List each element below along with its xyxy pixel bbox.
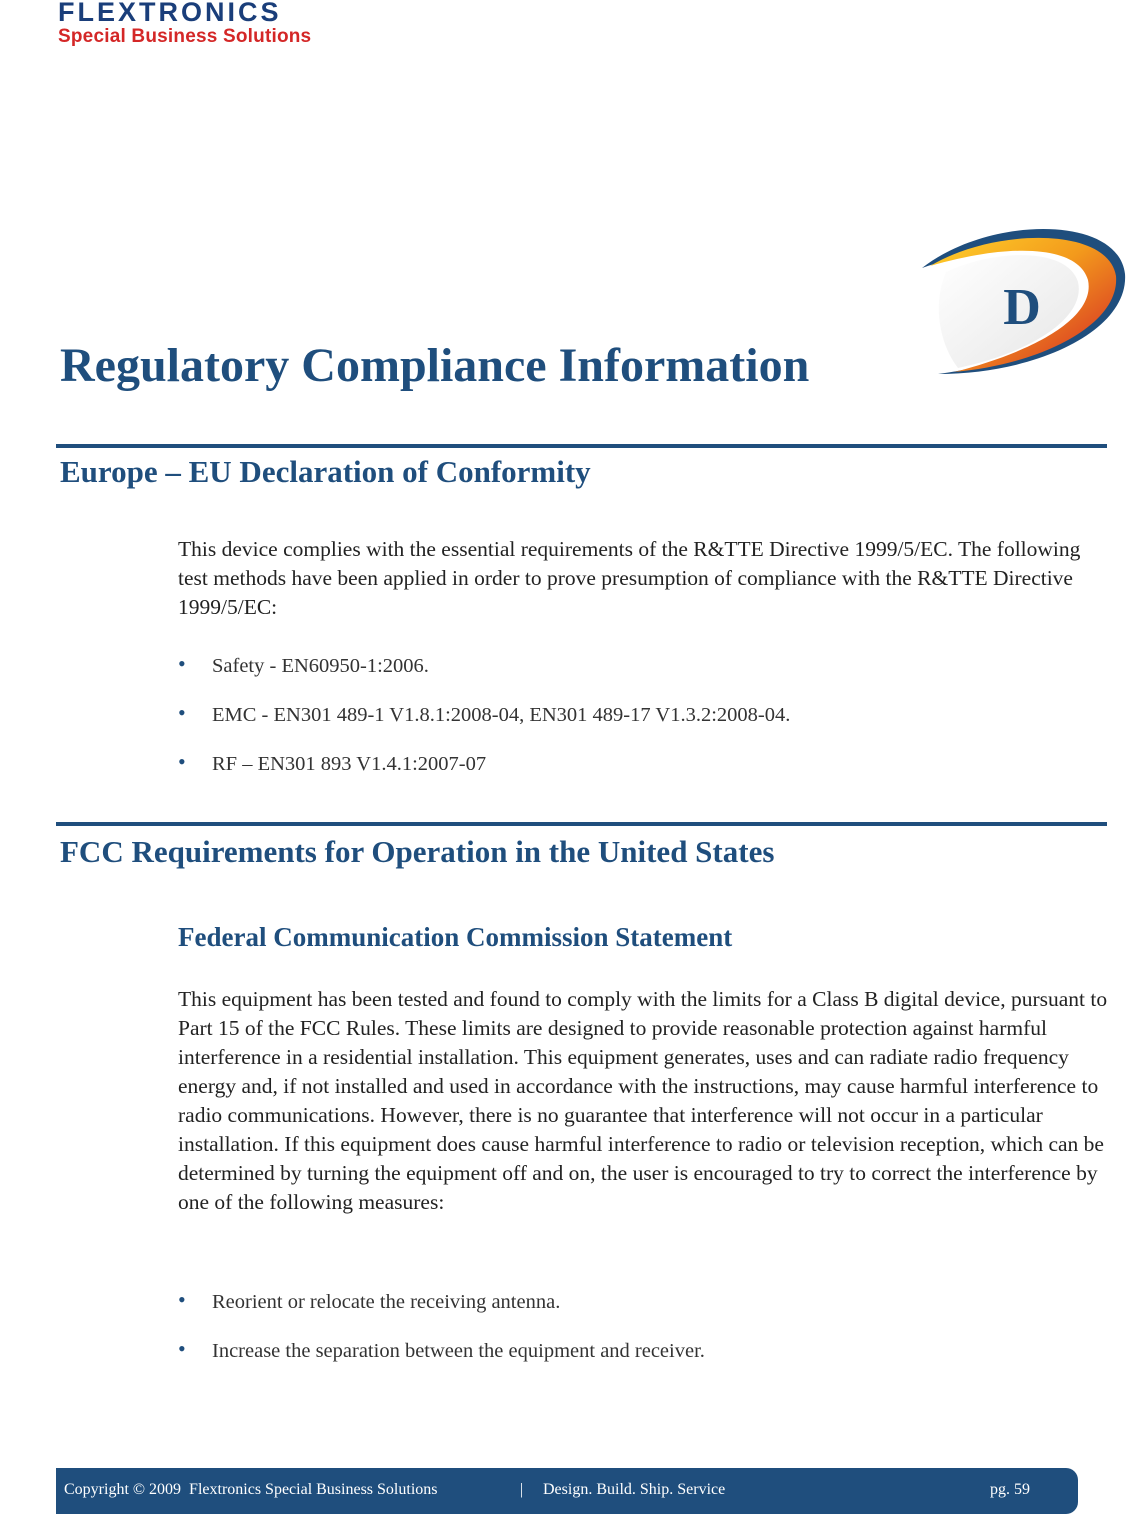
europe-heading: Europe – EU Declaration of Conformity: [60, 454, 591, 489]
bullet-icon: •: [178, 1287, 186, 1312]
list-item: • Increase the separation between the equipment and receiver.: [178, 1336, 705, 1362]
logo-subtitle: Special Business Solutions: [58, 26, 312, 47]
appendix-badge: [918, 222, 1127, 378]
section-rule: [56, 444, 1107, 448]
europe-standards-list: [178, 653, 790, 777]
list-item: • Reorient or relocate the receiving antenna.: [178, 1287, 561, 1313]
list-item: • EMC - EN301 489-1 V1.8.1:2008-04, EN301 489-17 V1.3.2:2008-04.: [178, 700, 791, 726]
footer-separator: |: [520, 1481, 524, 1498]
europe-intro: This device complies with the essential requirements of the R&TTE Directive 1999/5/EC. The following test methods have been applied in order to prove presumption of compliance with the R&TTE Directive 1999/5/EC:: [178, 537, 1081, 619]
bullet-icon: •: [178, 749, 186, 774]
footer-copyright: Copyright © 2009 Flextronics Special Business Solutions: [64, 1481, 438, 1498]
page-footer: [56, 1468, 1078, 1514]
badge-letter: D: [1003, 279, 1041, 336]
logo-wordmark: FLEXTRONICS: [58, 0, 282, 27]
list-item: • Safety - EN60950-1:2006.: [178, 651, 429, 677]
bullet-icon: •: [178, 700, 186, 725]
fcc-measures-list: [178, 1289, 705, 1364]
fcc-heading: FCC Requirements for Operation in the United States: [60, 834, 775, 869]
page-number: pg. 59: [990, 1481, 1030, 1498]
footer-tagline: Design. Build. Ship. Service: [543, 1481, 726, 1498]
bullet-icon: •: [178, 1336, 186, 1361]
page-title: Regulatory Compliance Information: [60, 339, 810, 392]
fcc-subheading: Federal Communication Commission Statement: [178, 922, 733, 952]
section-rule: [56, 822, 1107, 826]
bullet-icon: •: [178, 651, 186, 676]
fcc-statement: This equipment has been tested and found to comply with the limits for a Class B digital device, pursuant to Part 15 of the FCC Rules. These limits are designed to provide reasonable protection against harmful interference in a residential installation. This equipment generates, uses and can radiate radio frequency energy and, if not installed and used in accordance with the instructions, may cause harmful interference to radio communications. However, there is no guarantee that interference will not occur in a particular installation. If this equipment does cause harmful interference to radio or television reception, which can be determined by turning the equipment off and on, the user is encouraged to try to correct the interference by one of the following measures:: [178, 987, 1108, 1214]
company-logo: [58, 0, 311, 48]
list-item: • RF – EN301 893 V1.4.1:2007-07: [178, 749, 487, 775]
